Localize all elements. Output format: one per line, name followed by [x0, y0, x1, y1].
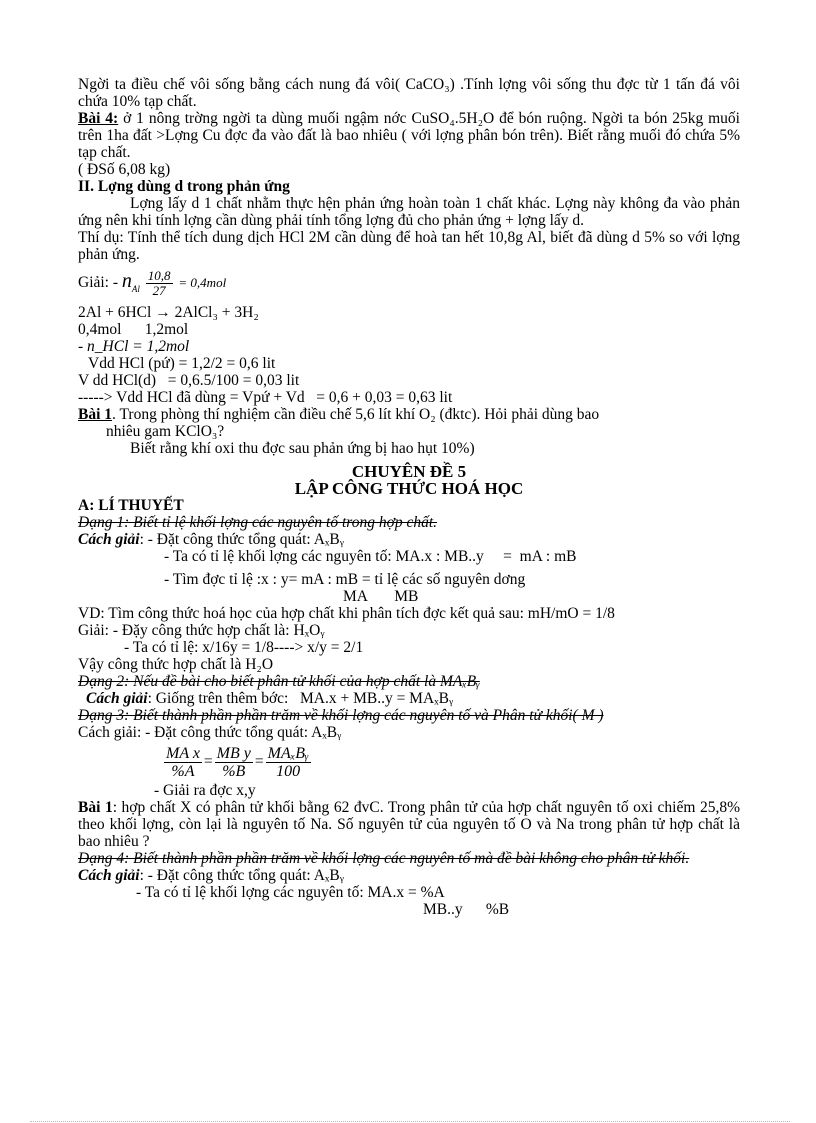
answer-ds: ( ĐSố 6,08 kg) [78, 161, 171, 178]
cach-giai-d2: Cách giải: Giống trên thêm bớc: MA.x + MB..y = MAₓBᵧ [86, 690, 454, 708]
para-bai1: Bài 1. Trong phòng thí nghiệm cần điều chế 5,6 lít khí O₂ (đktc). Hỏi phải dùng bao [78, 406, 600, 424]
cach-giai-d4c: MB..y %B [423, 901, 510, 919]
document-page [78, 76, 740, 918]
bai1-line2: nhiêu gam KClO₃? [106, 423, 225, 441]
cach-giai-2: - Ta có tỉ lệ khối lợng các nguyên tố: MA.x : MB..y = mA : mB [164, 548, 577, 566]
n-hcl-line: - n_HCl = 1,2mol [78, 338, 190, 356]
frac-b: $\frac{\text{MB y}}{\%B}$ [216, 745, 251, 781]
para-thi-du: Thí dụ: Tính thể tích dung dịch HCl 2M cần dùng để hoà tan hết 10,8g Al, biết đã dùng d 5% so với lợng phản ứng. [78, 229, 740, 263]
cach-giai-d4: Cách giải: - Đặt công thức tổng quát: AₓBᵧ [78, 867, 344, 885]
bai4-text: ở 1 nông trờng ngời ta dùng muối ngậm nớc CuSO₄.5H₂O để bón ruộng. Ngời ta bón 25kg muối trên 1ha đất >Lợng Cu đợc đa vào đất là bao nhiêu ( với lợng phân bón trên). Biết rằng muối đó chứa 5% tạp chất. [78, 110, 740, 161]
section-heading-2: II. Lợng dùng d trong phản ứng [78, 178, 290, 195]
dang-4: Dạng 4: Biết thành phần phần trăm về khối lợng các nguyên tố mà đề bài không cho phân tử khối. [78, 850, 690, 868]
cach-giai-d3: Cách giải: - Đặt công thức tổng quát: AₓBᵧ [78, 724, 342, 742]
dang-3: Dạng 3: Biết thành phần phần trăm về khối lợng các nguyên tố và Phân tử khối( M ) [78, 707, 604, 725]
n-al-fraction: $\frac{10,8}{27}$ [147, 268, 171, 298]
n-al-result: = 0,4mol [178, 275, 227, 291]
giai-3: Vậy công thức hợp chất là H₂O [78, 656, 274, 674]
lap-cong-thuc-title: LẬP CÔNG THỨC HOÁ HỌC [294, 479, 524, 499]
chuyen-de-title: CHUYÊN ĐỀ 5 [351, 462, 467, 482]
para-luong-du: Lợng lấy d 1 chất nhằm thực hện phản ứng hoàn toàn 1 chất khác. Lợng này không đa vào phản ứng nên khi tính lợng cần dùng phải tính tổng lợng đủ cho phản ứng + lợng lấy d. [78, 195, 740, 229]
para-bai4 [78, 110, 740, 161]
vd-1: VD: Tìm công thức hoá học của hợp chất khi phân tích đợc kết quả sau: mH/mO = 1/8 [78, 605, 615, 623]
frac-a: $\frac{\text{MA x}}{\%A}$ [166, 745, 200, 781]
bottom-rule [30, 1121, 790, 1122]
bai4-label: Bài 4: [78, 110, 119, 127]
cach-giai-d4b: - Ta có tỉ lệ khối lợng các nguyên tố: MA.x = %A [136, 884, 445, 902]
n-al-symbol: $n_{Al}$ [121, 270, 140, 295]
solution-n-al [78, 269, 740, 298]
dang-2: Dạng 2: Nếu đề bài cho biết phân tử khối của hợp chất là MAₓBᵧ [78, 673, 480, 691]
bai1-label: Bài 1 [78, 406, 113, 424]
v-d-line: V dd HCl(d) = 0,6.5/100 = 0,03 lit [78, 372, 300, 390]
para-voi-song: Ngời ta điều chế vôi sống bằng cách nung đá vôi( CaCO₃) .Tính lợng vôi sống thu đợc từ 1 tấn đá vôi chứa 10% tạp chất. [78, 76, 740, 110]
para-bai1b: Bài 1: hợp chất X có phân tử khối bằng 62 đvC. Trong phân tử của hợp chất nguyên tố oxi chiếm 25,8% theo khối lợng, còn lại là nguyên tố Na. Số nguyên tử của nguyên tố O và Na trong phân tử hợp chất là bao nhiêu ? [78, 799, 740, 851]
v-pu-line: Vdd HCl (pứ) = 1,2/2 = 0,6 lit [88, 355, 276, 373]
cach-giai-3b: MA MB [343, 588, 419, 606]
v-dung-line: -----> Vdd HCl đã dùng = Vpứ + Vd = 0,6 + 0,03 = 0,63 lit [78, 389, 453, 407]
frac-total: $\frac{\text{MAₓBᵧ}}{100}$ [267, 745, 309, 781]
mol-line: 0,4mol 1,2mol [78, 321, 189, 339]
ly-thuyet-heading: A: LÍ THUYẾT [78, 497, 184, 515]
giai-label: Giải: - [78, 274, 119, 292]
bai1-line3: Biết rằng khí oxi thu đợc sau phản ứng bị hao hụt 10%) [130, 440, 475, 458]
giai-1: Giải: - Đặy công thức hợp chất là: HₓOᵧ [78, 622, 325, 640]
formula-d3: $\frac{\text{MA x}}{\%A}$ = $\frac{\text{MB y}}{\%B}$ = $\frac{\text{MAₓBᵧ}}{100}$ [166, 745, 309, 781]
giai-2: - Ta có tỉ lệ: x/16y = 1/8----> x/y = 2/1 [124, 639, 364, 657]
dang-1: Dạng 1: Biết tỉ lệ khối lợng các nguyên tố trong hợp chất. [78, 514, 438, 532]
cach-giai-1: Cách giải: - Đặt công thức tổng quát: AₓBᵧ [78, 531, 344, 549]
equation: 2Al + 6HCl → 2AlCl₃ + 3H₂ [78, 304, 259, 322]
giai-ra: - Giải ra đợc x,y [154, 782, 256, 800]
cach-giai-3: - Tìm đợc tỉ lệ :x : y= mA : mB = tỉ lệ các số nguyên dơng [164, 571, 526, 589]
